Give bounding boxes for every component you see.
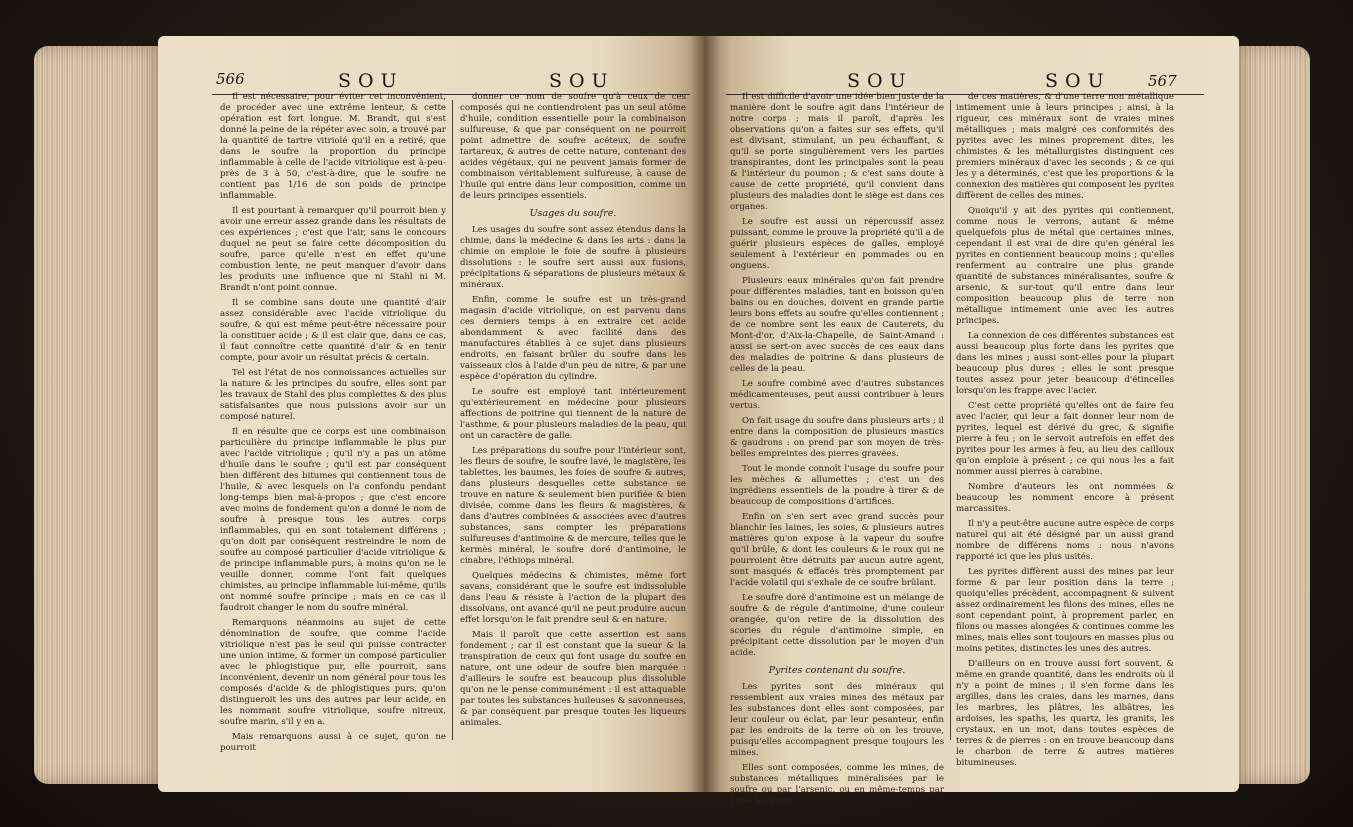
left-col2-paragraph: Les usages du soufre sont assez étendus dans la chimie, dans la médecine & dans les arts : dans la chimie on emploie le foie de soufre à plusieurs dissolutions : le soufre sert aussi aux fusions, précipitations & séparations de plusieurs métaux & minéraux. — [460, 225, 686, 290]
left-col1-paragraph: Il est pourtant à remarquer qu'il pourroit bien y avoir une erreur assez grande dans les résultats de ces expériences ; c'est que l'air, sans le concours duquel ne peut se faire cette décomposition du soufre, parce qu'elle n'est en effet qu'une combustion lente, ne peut manquer d'avoir dans les produits une influence que ni Stahl ni M. Brandt n'ont point connue. — [220, 206, 446, 293]
right-col1-paragraph: Il est difficile d'avoir une idée bien juste de la manière dont le soufre agit dans l'intérieur de notre corps ; mais il paroît, d'après les observations qu'on a faites sur ses effets, qu'il est divisant, stimulant, un peu échauffant, & qu'il se porte singulièrement vers les parties transpirantes, dont les principales sont la peau & l'intérieur du poumon ; & c'est sans doute à cause de cette propriété, qu'il convient dans plusieurs des maladies dont le siège est dans ces organes. — [730, 92, 944, 212]
right-running-head-2: SOU — [1045, 70, 1111, 92]
left-column-1 — [220, 92, 446, 758]
left-col1-paragraph: Remarquons néanmoins au sujet de cette dénomination de soufre, que comme l'acide vitriolique n'est pas le seul qui puisse contracter une union intime, & former un composé particulier avec le phlogistique pur, elle pourroit, sans inconvénient, devenir un nom général pour tous les composés d'acide & de phlogistiques purs, qu'on distingueroit les uns des autres par leur acide, en les nommant soufre vitriolique, soufre nitreux, soufre marin, s'il y en a. — [220, 618, 446, 727]
left-column-rule — [452, 100, 453, 740]
section-heading: Usages du soufre. — [529, 208, 617, 219]
right-col2-paragraph: de ces matières, & d'une terre non métallique intimement unie à leurs principes ; ainsi, à la rigueur, ces minéraux sont de vraies mines métalliques ; mais malgré ces conformités des pyrites avec les mines proprement dites, les chimistes & les métallurgistes distinguent ces premiers minéraux d'avec les seconds ; & ce qui les y a déterminés, c'est que les proportions & la connexion des matières qui composent les pyrites diffèrent de celles des mines. — [956, 92, 1174, 201]
book-gutter — [690, 36, 720, 792]
left-col1-paragraph: Il en résulte que ce corps est une combinaison particulière du principe inflammable le plus pur avec l'acide vitriolique ; qu'il n'y a pas un atôme d'huile dans le soufre ; qu'il est par conséquent bien différent des bitumes qui contiennent tous de l'huile, & avec lesquels on l'a confondu pendant long-temps bien mal-à-propos ; que c'est encore avec moins de fondement qu'on a donné le nom de soufre à presque tous les autres corps inflammables, qui en sont totalement différens ; qu'on doit par conséquent restreindre le nom de soufre au composé particulier d'acide vitriolique & de principe inflammable purs, à moins qu'on ne le veuille donner, comme l'ont fait quelques chimistes, au principe inflammable lui-même, qu'ils ont nommé soufre principe ; mais en ce cas il faudroit changer le nom du soufre minéral. — [220, 427, 446, 613]
right-col2-paragraph: D'ailleurs on en trouve aussi fort souvent, & même en grande quantité, dans les endroits où il n'y a point de mines ; il s'en forme dans les argilles, dans les craies, dans les marnes, dans les marbres, les plâtres, les albâtres, les ardoises, les spaths, les quartz, les granits, les crystaux, en un mot, dans toutes espèces de terres & de pierres : on en trouve beaucoup dans le charbon de terre & autres matières bitumineuses. — [956, 659, 1174, 768]
right-col1-paragraph: On fait usage du soufre dans plusieurs arts ; il entre dans la composition de plusieurs mastics & gaudrons : on prend par son moyen de très-belles empreintes des pierres gravées. — [730, 416, 944, 459]
right-col2-paragraph: Nombre d'auteurs les ont nommées & beaucoup les nomment encore à présent marcassites. — [956, 482, 1174, 514]
left-col2-paragraph: Quelques médecins & chimistes, même fort savans, considérant que le soufre est indissoluble dans l'eau & résiste à l'action de la plupart des dissolvans, ont avancé qu'il ne peut produire aucun effet lorsqu'on le fait prendre seul & en nature. — [460, 571, 686, 625]
left-column-2 — [460, 92, 686, 733]
left-page-edges — [34, 46, 164, 784]
right-page-edges — [1232, 46, 1310, 784]
left-col1-paragraph: Il se combine sans doute une quantité d'air assez considérable avec l'acide vitriolique du soufre, & qui est même peut-être nécessaire pour la constituer acide ; & il est clair que, dans ce cas, il faut connoître cette quantité d'air & en tenir compte, pour avoir un résultat précis & certain. — [220, 298, 446, 363]
left-col2-paragraph: Le soufre est employé tant intérieurement qu'extérieurement en médecine pour plusieurs affections de poitrine qui tiennent de la nature de l'asthme, & pour plusieurs maladies de la peau, qui ont un caractère de galle. — [460, 387, 686, 441]
right-col1-paragraph: Elles sont composées, comme les mines, de substances métalliques minéralisées par le soufre ou par l'arsenic, ou en même-temps par l'une & l'autre — [730, 763, 944, 806]
right-running-head-1: SOU — [847, 70, 913, 92]
left-col2-paragraph: Mais il paroît que cette assertion est sans fondement ; car il est constant que la sueur & la transpiration de ceux qui font usage du soufre en nature, ont une odeur de soufre bien marquée : d'ailleurs le soufre est beaucoup plus dissoluble qu'on ne le pense communément : il est attaquable par toutes les substances huileuses & savonneuses, & par conséquent par presque toutes les liqueurs animales. — [460, 630, 686, 728]
left-page-number: 566 — [216, 70, 245, 88]
left-col1-paragraph: Mais remarquons aussi à ce sujet, qu'on ne pourroit — [220, 732, 446, 753]
left-running-head-1: SOU — [338, 70, 404, 92]
right-col2-paragraph: Les pyrites diffèrent aussi des mines par leur forme & par leur position dans la terre ; quoiqu'elles précèdent, accompagnent & suivent assez ordinairement les filons des mines, elles ne sont cependant point, à proprement parler, en filons ou masses alongées & continues comme les mines, mais elles sont toujours en masses plus ou moins petites, distinctes les unes des autres. — [956, 567, 1174, 654]
right-col2-paragraph: Quoiqu'il y ait des pyrites qui contiennent, comme nous le verrons, autant & même quelquefois plus de métal que certaines mines, cependant il est vrai de dire qu'en général les pyrites en contiennent beaucoup moins ; qu'elles renferment au contraire une plus grande quantité de substances minéralisantes, soufre & arsenic, & sur-tout qu'il entre dans leur composition beaucoup plus de terre non métallique intimement unie avec les autres principes. — [956, 206, 1174, 326]
right-col2-paragraph: Il n'y a peut-être aucune autre espèce de corps naturel qui ait été désigné par un aussi grand nombre de différens noms : nous n'avons rapporté ici que les plus usités. — [956, 519, 1174, 562]
right-column-rule — [950, 100, 951, 740]
right-column-1 — [730, 92, 944, 811]
right-col1-paragraph: Tout le monde connoît l'usage du soufre pour les mèches & allumettes ; c'est un des ingrédiens essentiels de la poudre à tirer & de beaucoup de compositions d'artifices. — [730, 464, 944, 507]
right-col2-paragraph: C'est cette propriété qu'elles ont de faire feu avec l'acier, qui leur a fait donner leur nom de pyrites, lequel est dérivé du grec, & signifie pierre à feu ; on le servoit autrefois en effet des pyrites pour les armes à feu, au lieu des cailloux qu'on emploie à présent ; ce qui nous les a fait nommer aussi pierres à carabine. — [956, 401, 1174, 477]
right-col1-paragraph: Le soufre doré d'antimoine est un mélange de soufre & de régule d'antimoine, d'une couleur orangée, qu'on retire de la dissolution des scories du régule d'antimoine simple, en précipitant cette dissolution par le moyen d'un acide. — [730, 593, 944, 658]
right-col1-paragraph: Plusieurs eaux minérales qu'on fait prendre pour différentes maladies, tant en boisson qu'en bains ou en douches, doivent en grande partie leurs bons effets au soufre qu'elles contiennent ; de ce nombre sont les eaux de Cauterets, du Mont-d'or, d'Aix-la-Chapelle, de Saint-Amand : aussi se sert-on avec succès de ces eaux dans des maladies de poitrine & dans plusieurs de celles de la peau. — [730, 276, 944, 374]
left-col1-paragraph: Tel est l'état de nos connoissances actuelles sur la nature & les principes du soufre, elles sont par les travaux de Stahl des plus complettes & des plus satisfaisantes que nous puissions avoir sur un composé naturel. — [220, 368, 446, 422]
right-col1-paragraph: Enfin on s'en sert avec grand succès pour blanchir les laines, les soies, & plusieurs autres matières qu'on expose à la vapeur du soufre qu'il brûle, & dont les couleurs & le roux qui ne pourroient être détruits par aucun autre agent, sont masqués & effacés très promptement par l'acide volatil qui s'exhale de ce soufre brûlant. — [730, 512, 944, 588]
left-col2-paragraph: Enfin, comme le soufre est un très-grand magasin d'acide vitriolique, on est parvenu dans ces derniers temps à en extraire cet acide abondamment & avec facilité dans des manufactures établies à ce sujet dans plusieurs endroits, en faisant brûler du soufre dans les vaisseaux clos à l'aide d'un peu de nitre, & par une espèce d'opération du cylindre. — [460, 295, 686, 382]
left-col2-paragraph: Les préparations du soufre pour l'intérieur sont, les fleurs de soufre, le soufre lavé, le magistère, les tablettes, les baumes, les foies de soufre & autres, dans plusieurs desquelles cette substance se trouve en nature & seulement bien purifiée & bien divisée, comme dans les fleurs & magistères, & dans d'autres combinées & associées avec d'autres substances, sans compter les préparations sulfureuses d'antimoine & de mercure, telles que le kermès minéral, le soufre doré d'antimoine, le cinabre, l'éthiops minéral. — [460, 446, 686, 566]
left-running-head-2: SOU — [549, 70, 615, 92]
section-heading: Pyrites contenant du soufre. — [768, 665, 906, 676]
left-col2-paragraph: donner ce nom de soufre qu'à ceux de ces composés qui ne contiendroient pas un seul atôme d'huile, condition essentielle pour la combinaison sulfureuse, & que par conséquent on ne pourroit point admettre de soufre acéteux, de soufre tartareux, & autres de cette nature, contenant des acides végétaux, qui ne peuvent jamais former de combinaison véritablement sulfureuse, à cause de l'huile qui entre dans leur composition, comme un de leurs principes essentiels. — [460, 92, 686, 201]
right-col2-paragraph: La connexion de ces différentes substances est aussi beaucoup plus forte dans les pyrites que dans les mines ; aussi sont-elles pour la plupart beaucoup plus dures ; elles le sont presque toutes assez pour jeter beaucoup d'étincelles lorsqu'on les frappe avec l'acier. — [956, 331, 1174, 396]
right-col1-paragraph: Le soufre est aussi un répercussif assez puissant, comme le prouve la propriété qu'il a de guérir plusieurs espèces de galles, employé seulement à l'extérieur en pommades ou en onguens. — [730, 217, 945, 271]
right-column-2 — [956, 92, 1174, 773]
left-col1-paragraph: Il est nécessaire, pour éviter cet inconvénient, de procéder avec une extrême lenteur, & cette opération est fort longue. M. Brandt, qui s'est donné la peine de la répéter avec soin, a trouvé par la quantité de tartre vitriolé qu'il en a retiré, que dans le soufre la proportion du principe inflammable à celle de l'acide vitriolique est à-peu-près de 3 à 50, c'est-à-dire, que le soufre ne contient pas 1/16 de son poids de principe inflammable. — [220, 92, 446, 201]
right-col1-paragraph: Le soufre combiné avec d'autres substances médicamenteuses, peut aussi contribuer à leurs vertus. — [730, 379, 944, 411]
right-col1-paragraph: Les pyrites sont des minéraux qui ressemblent aux vraies mines des métaux par les substances dont elles sont composées, par leur couleur ou éclat, par leur pesanteur, enfin par les endroits de la terre où on les trouve, puisqu'elles accompagnent presque toujours les mines. — [730, 682, 944, 758]
right-page-number: 567 — [1148, 72, 1177, 90]
